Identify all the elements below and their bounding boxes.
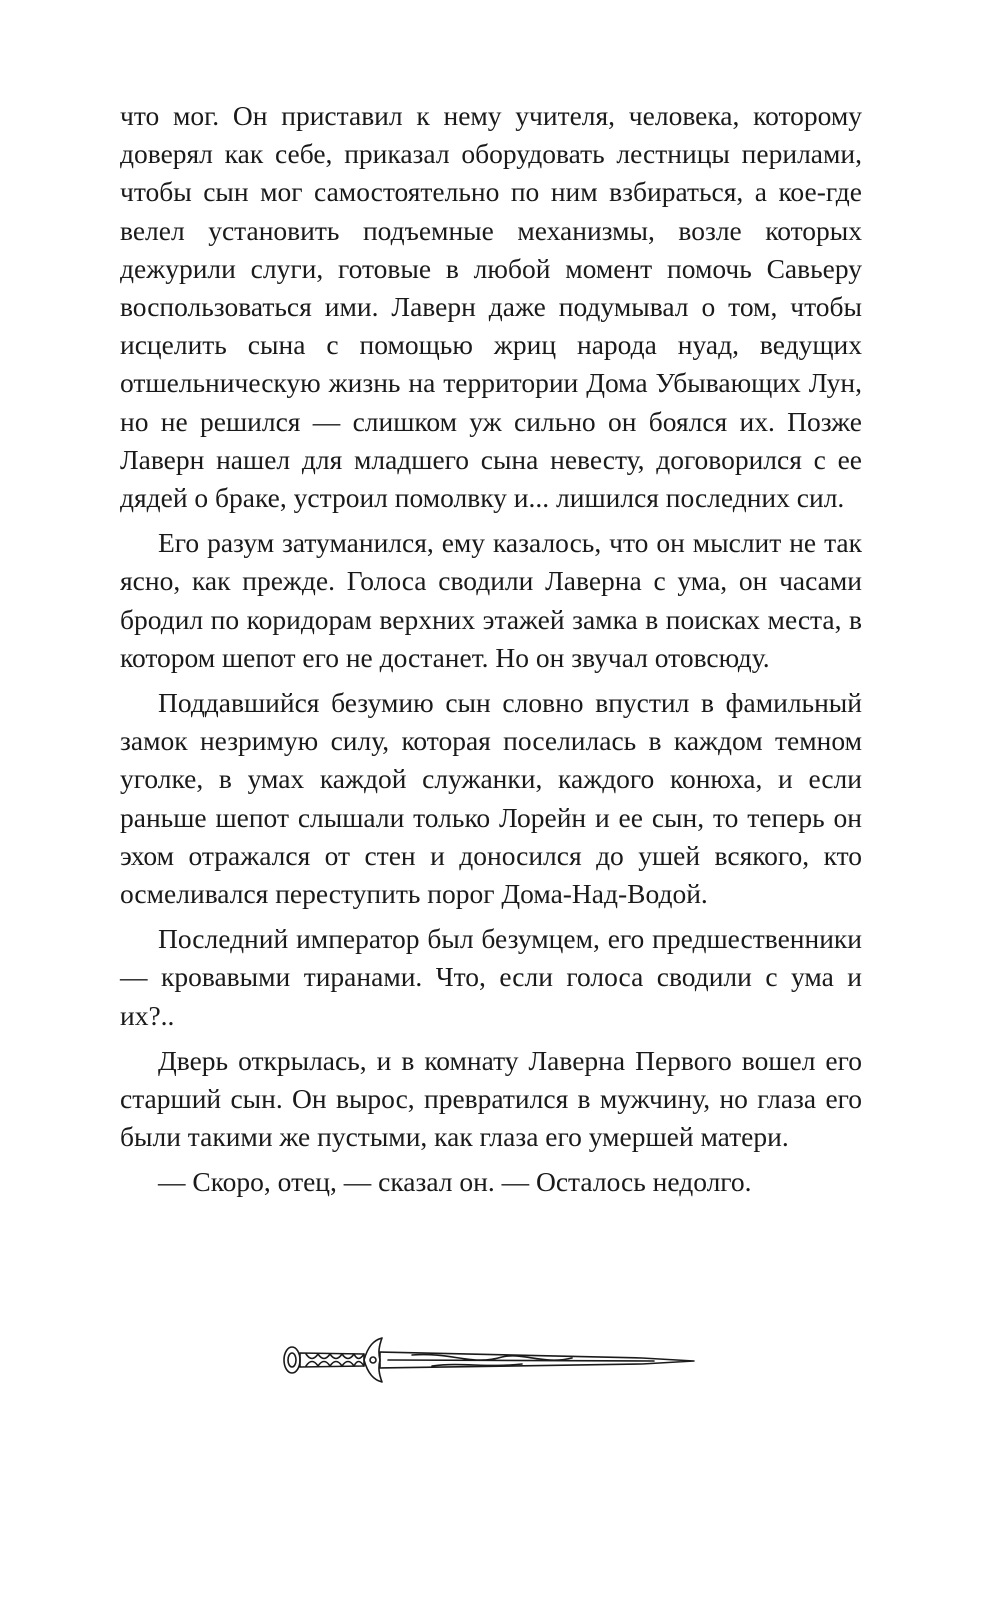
paragraph-2: Его разум затуманился, ему казалось, что он мыслит не так ясно, как прежде. Голоса сводили Лаверна с ума, он часами бродил по коридорам верхних этажей замка в поисках места, в котором шепот его не достанет. Но он звучал отовсюду. (120, 527, 862, 673)
paragraph-5: Дверь открылась, и в комнату Лаверна Первого вошел его старший сын. Он вырос, превратился в мужчину, но глаза его были такими же пустыми, как глаза его умершей матери. (120, 1044, 862, 1153)
paragraph-4: Последний император был безумцем, его предшественники — кровавыми тиранами. Что, если голоса сводили с ума и их?.. (120, 923, 862, 1031)
page-body (120, 97, 862, 1209)
paragraph-1: что мог. Он приставил к нему учителя, человека, которому доверял как себе, приказал оборудовать лестницы перилами, чтобы сын мог самостоятельно по ним взбираться, а кое-где велел установить подъемные механизмы, возле которых дежурили слуги, готовые в любой момент помочь Савьеру воспользоваться ими. Лаверн даже подумывал о том, чтобы исцелить сына с помощью жриц народа нуад, ведущих отшельническую жизнь на территории Дома Убывающих Лун, но не решился — слишком уж сильно он боялся их. Позже Лаверн нашел для младшего сына невесту, договорился с ее дядей о браке, устроил помолвку и... лишился последних сил. (120, 100, 862, 514)
dagger-icon (282, 1330, 702, 1390)
paragraph-6: — Скоро, отец, — сказал он. — Осталось недолго. (158, 1166, 752, 1198)
paragraph-3: Поддавшийся безумию сын словно впустил в фамильный замок незримую силу, которая поселилась в каждом темном уголке, в умах каждой служанки, каждого конюха, и если раньше шепот слышали только Лорейн и ее сын, то теперь он эхом отражался от стен и доносился до ушей всякого, кто осмеливался переступить порог Дома-Над-Водой. (120, 687, 862, 910)
